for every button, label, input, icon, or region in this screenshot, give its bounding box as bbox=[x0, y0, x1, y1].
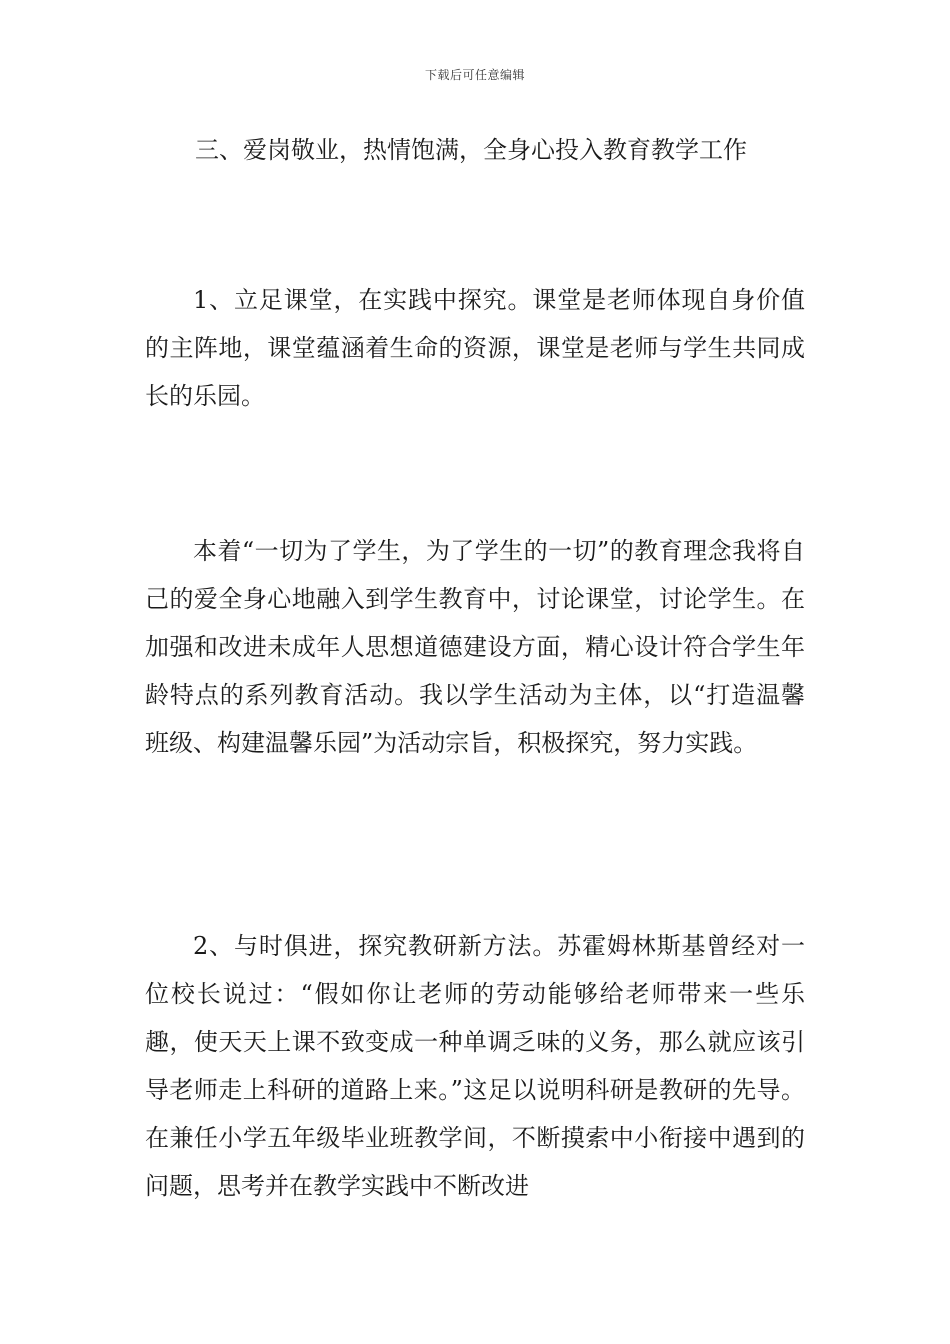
paragraph-classroom: 1、立足课堂，在实践中探究。课堂是老师体现自身价值的主阵地，课堂蕴涵着生命的资源，课堂是老师与学生共同成长的乐园。 bbox=[145, 286, 805, 410]
paragraph-education-philosophy: 本着“一切为了学生，为了学生的一切”的教育理念我将自己的爱全身心地融入到学生教育中，讨论课堂，讨论学生。在加强和改进未成年人思想道德建设方面，精心设计符合学生年龄特点的系列教育活动。我以学生活动为主体，以“打造温馨班级、构建温馨乐园”为活动宗旨，积极探究，努力实践。 bbox=[145, 537, 805, 757]
section-heading: 三、爱岗敬业，热情饱满，全身心投入教育教学工作 bbox=[195, 136, 747, 164]
paragraph-research-methods: 2、与时俱进，探究教研新方法。苏霍姆林斯基曾经对一位校长说过：“假如你让老师的劳动能够给老师带来一些乐趣，使天天上课不致变成一种单调乏味的义务，那么就应该引导老师走上科研的道路上来。”这足以说明科研是教研的先导。在兼任小学五年级毕业班教学间，不断摸索中小衔接中遇到的问题，思考并在教学实践中不断改进 bbox=[145, 932, 805, 1200]
download-watermark: 下载后可任意编辑 bbox=[424, 68, 525, 82]
